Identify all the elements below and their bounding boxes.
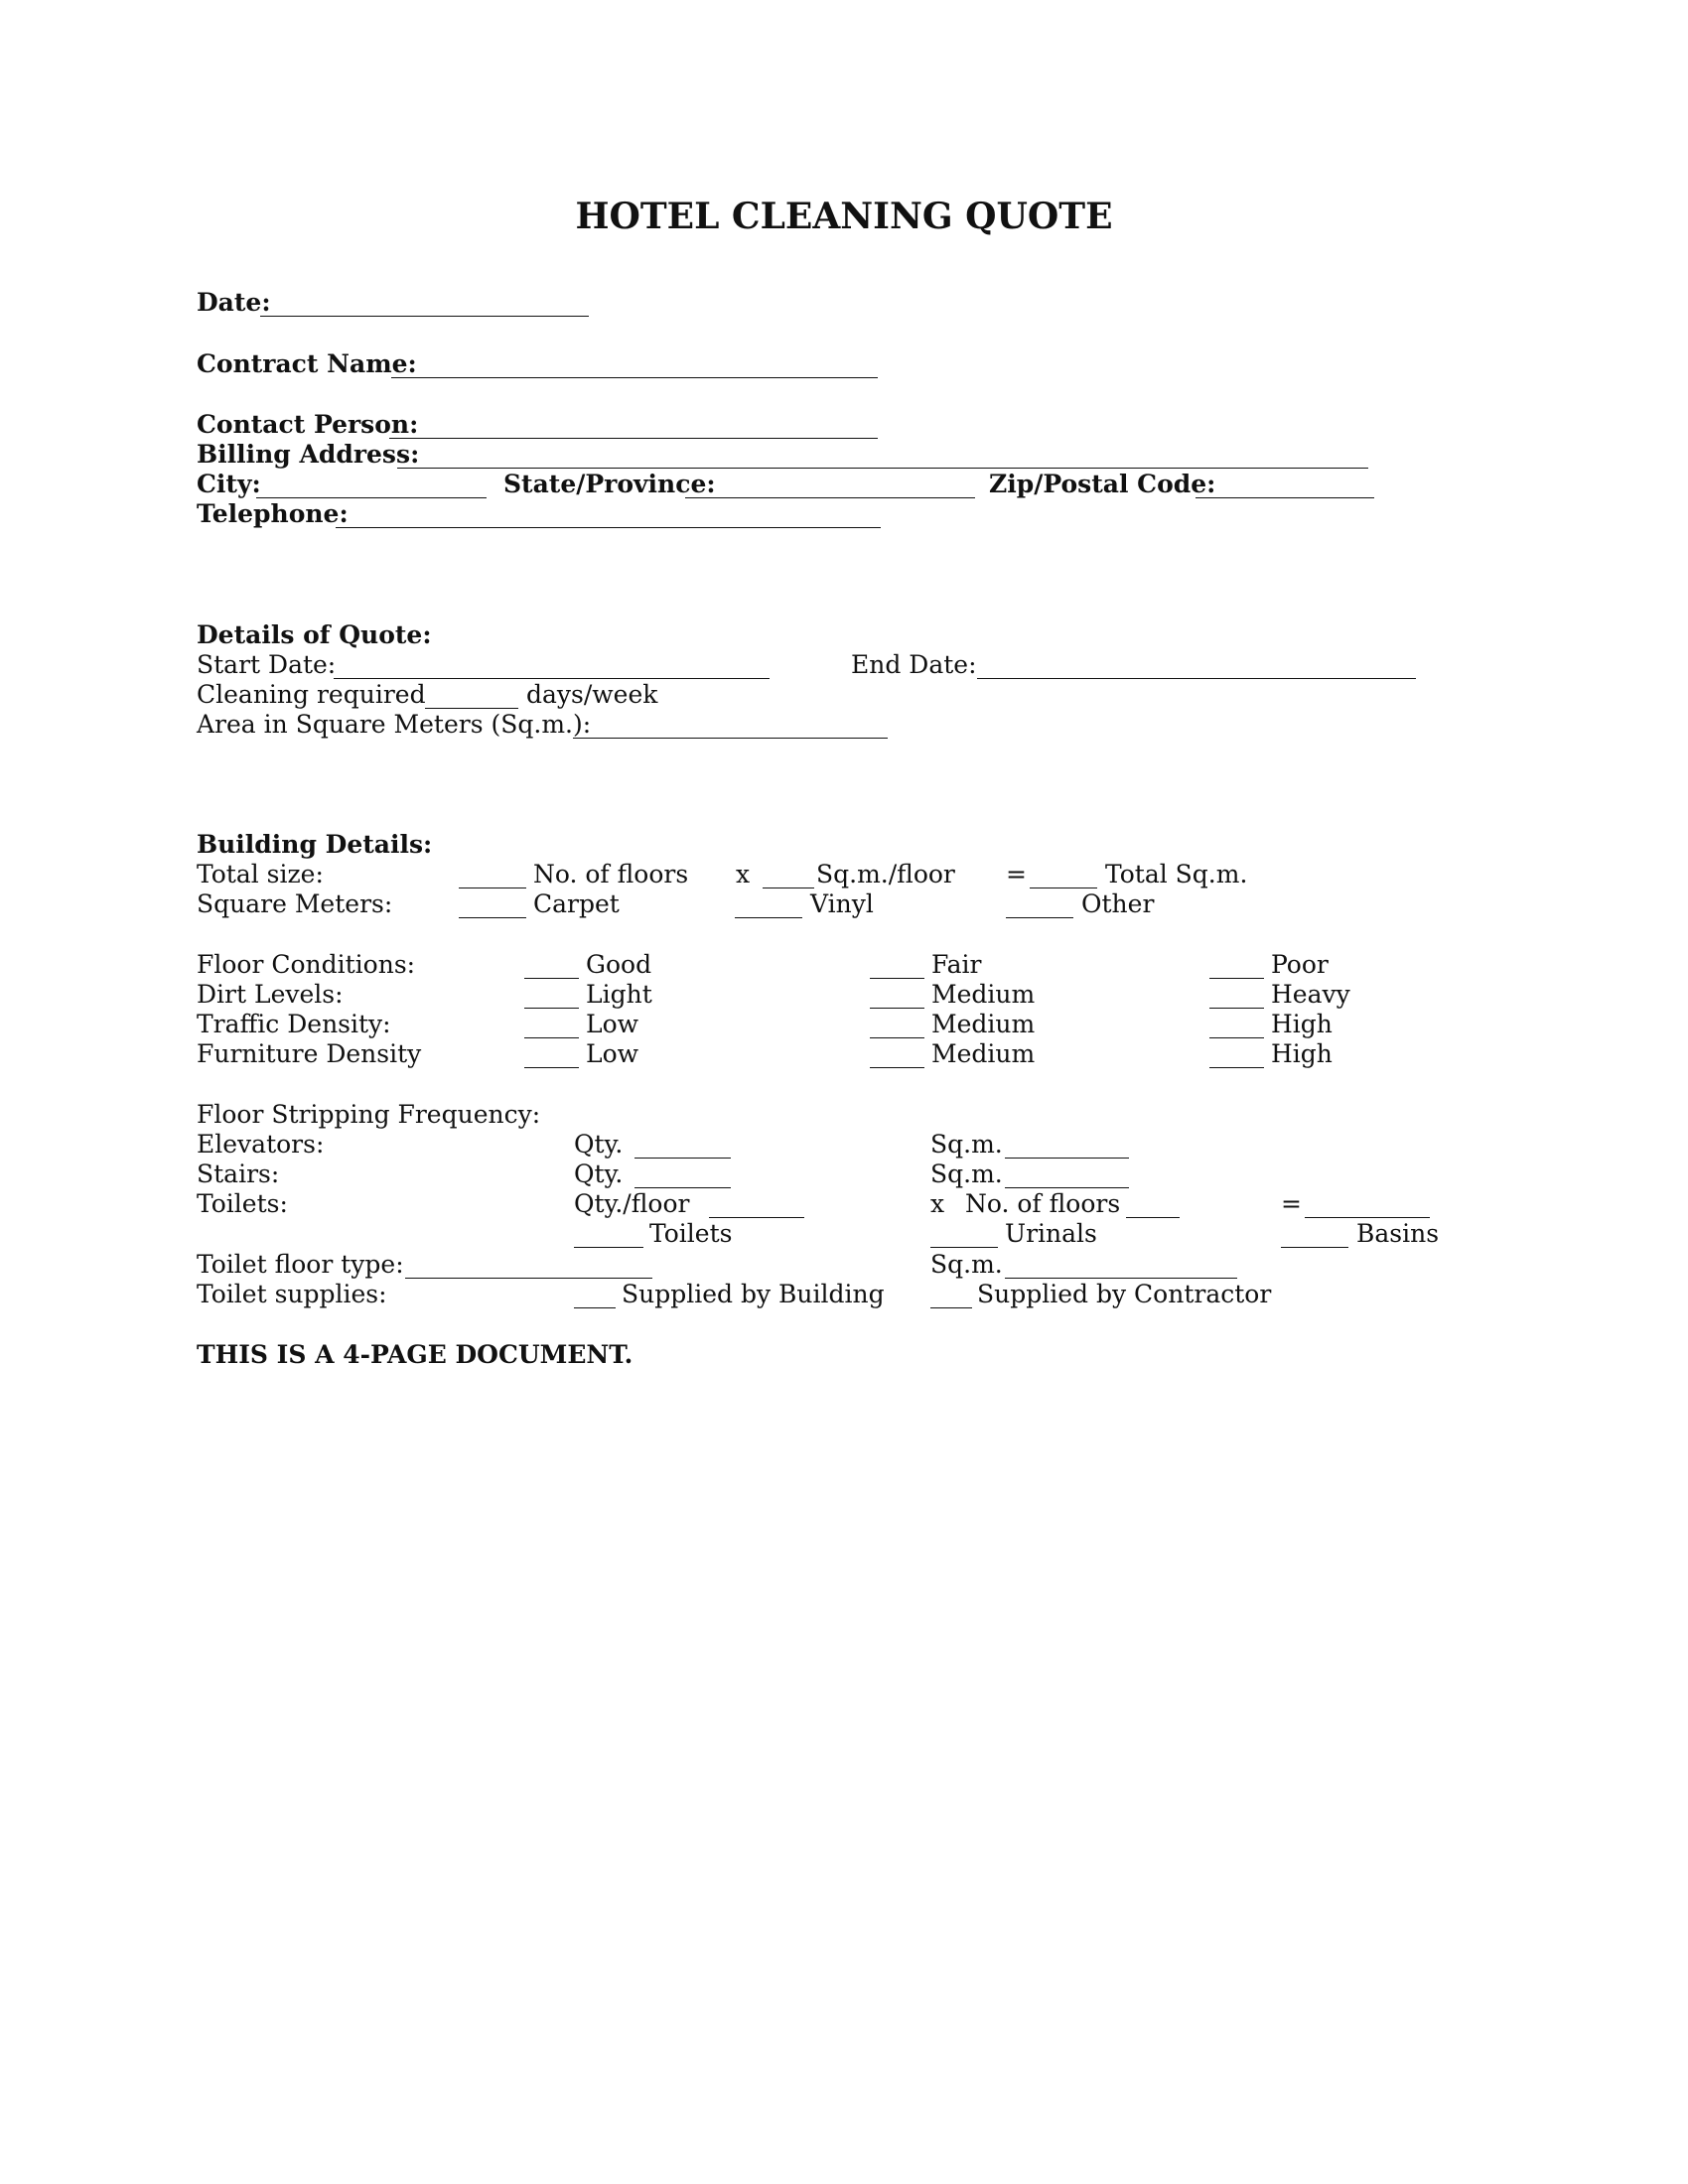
furniture-low-field[interactable]: [524, 1067, 579, 1068]
supplied-by-building-field[interactable]: [574, 1307, 616, 1308]
basins-count-field[interactable]: [1281, 1247, 1348, 1248]
toilet-sqm-field[interactable]: [1005, 1278, 1237, 1279]
toilets-qty-per-floor-field[interactable]: [709, 1217, 804, 1218]
telephone-field[interactable]: [336, 527, 881, 528]
stairs-sqm-field[interactable]: [1005, 1187, 1129, 1188]
city-label: City:: [197, 470, 261, 498]
fair-label: Fair: [931, 950, 982, 979]
elevators-qty-field[interactable]: [634, 1158, 731, 1159]
traffic-medium-field[interactable]: [870, 1037, 924, 1038]
elevators-sqm-label: Sq.m.: [930, 1130, 1003, 1159]
other-field[interactable]: [1006, 917, 1073, 918]
other-label: Other: [1081, 889, 1155, 918]
urinals-label: Urinals: [1005, 1219, 1097, 1248]
area-field[interactable]: [573, 738, 888, 739]
days-week-label: days/week: [526, 680, 658, 709]
vinyl-field[interactable]: [735, 917, 802, 918]
dirt-heavy-label: Heavy: [1271, 980, 1350, 1009]
contact-person-label: Contact Person:: [197, 410, 419, 439]
zip-field[interactable]: [1196, 497, 1374, 498]
end-date-field[interactable]: [977, 678, 1416, 679]
supplied-by-building-label: Supplied by Building: [622, 1280, 885, 1308]
state-label: State/Province:: [503, 470, 716, 498]
city-field[interactable]: [256, 497, 487, 498]
furniture-medium-field[interactable]: [870, 1067, 924, 1068]
traffic-low-label: Low: [586, 1010, 639, 1038]
contract-name-field[interactable]: [391, 377, 878, 378]
days-per-week-field[interactable]: [425, 708, 518, 709]
qty-per-floor-label: Qty./floor: [574, 1189, 690, 1218]
zip-label: Zip/Postal Code:: [989, 470, 1216, 498]
fair-field[interactable]: [870, 978, 924, 979]
floor-conditions-label: Floor Conditions:: [197, 950, 416, 979]
contact-person-field[interactable]: [389, 438, 878, 439]
supplied-by-contractor-field[interactable]: [930, 1307, 972, 1308]
dirt-heavy-field[interactable]: [1209, 1008, 1264, 1009]
sqm-floor-label: Sq.m./floor: [816, 860, 955, 888]
toilets-total-field[interactable]: [1305, 1217, 1430, 1218]
good-field[interactable]: [524, 978, 579, 979]
no-of-floors-label: No. of floors: [533, 860, 689, 888]
furniture-low-label: Low: [586, 1039, 639, 1068]
area-label: Area in Square Meters (Sq.m.):: [197, 710, 592, 739]
furniture-density-label: Furniture Density: [197, 1039, 422, 1068]
carpet-label: Carpet: [533, 889, 620, 918]
toilets-label: Toilets:: [197, 1189, 288, 1218]
toilet-supplies-label: Toilet supplies:: [197, 1280, 387, 1308]
toilet-floor-type-label: Toilet floor type:: [197, 1250, 404, 1279]
elevators-label: Elevators:: [197, 1130, 325, 1159]
toilets-count-field[interactable]: [574, 1247, 643, 1248]
dirt-medium-label: Medium: [931, 980, 1036, 1009]
toilet-floor-type-field[interactable]: [405, 1278, 652, 1279]
stairs-qty-label: Qty.: [574, 1160, 624, 1188]
equals-sign: =: [1006, 860, 1027, 888]
stairs-qty-field[interactable]: [634, 1187, 731, 1188]
building-heading: Building Details:: [197, 830, 433, 859]
stairs-label: Stairs:: [197, 1160, 280, 1188]
total-sqm-field[interactable]: [1030, 887, 1097, 888]
contract-name-label: Contract Name:: [197, 349, 417, 378]
page-title: HOTEL CLEANING QUOTE: [575, 196, 1113, 237]
end-date-label: End Date:: [851, 650, 977, 679]
date-field[interactable]: [260, 316, 589, 317]
supplied-by-contractor-label: Supplied by Contractor: [977, 1280, 1272, 1308]
start-date-label: Start Date:: [197, 650, 337, 679]
dirt-light-field[interactable]: [524, 1008, 579, 1009]
traffic-high-label: High: [1271, 1010, 1333, 1038]
dirt-light-label: Light: [586, 980, 652, 1009]
furniture-high-field[interactable]: [1209, 1067, 1264, 1068]
floor-stripping-label: Floor Stripping Frequency:: [197, 1100, 541, 1129]
vinyl-label: Vinyl: [810, 889, 874, 918]
urinals-count-field[interactable]: [930, 1247, 998, 1248]
basins-label: Basins: [1356, 1219, 1440, 1248]
toilets-equals-sign: =: [1281, 1189, 1302, 1218]
stairs-sqm-label: Sq.m.: [930, 1160, 1003, 1188]
furniture-high-label: High: [1271, 1039, 1333, 1068]
toilets-floors-field[interactable]: [1126, 1217, 1180, 1218]
traffic-medium-label: Medium: [931, 1010, 1036, 1038]
good-label: Good: [586, 950, 652, 979]
floors-count-field[interactable]: [459, 887, 526, 888]
total-sqm-label: Total Sq.m.: [1105, 860, 1248, 888]
billing-address-label: Billing Address:: [197, 440, 420, 469]
toilets-no-of-floors-label: No. of floors: [965, 1189, 1121, 1218]
billing-address-field[interactable]: [397, 468, 1368, 469]
poor-label: Poor: [1271, 950, 1329, 979]
state-field[interactable]: [685, 497, 975, 498]
multiply-sign: x: [736, 860, 751, 888]
sqm-per-floor-field[interactable]: [763, 887, 814, 888]
page-count-note: THIS IS A 4-PAGE DOCUMENT.: [197, 1340, 633, 1369]
dirt-levels-label: Dirt Levels:: [197, 980, 344, 1009]
total-size-label: Total size:: [197, 860, 324, 888]
elevators-qty-label: Qty.: [574, 1130, 624, 1159]
cleaning-required-label: Cleaning required: [197, 680, 426, 709]
details-heading: Details of Quote:: [197, 620, 432, 649]
square-meters-label: Square Meters:: [197, 889, 393, 918]
furniture-medium-label: Medium: [931, 1039, 1036, 1068]
toilet-sqm-label: Sq.m.: [930, 1250, 1003, 1279]
carpet-field[interactable]: [459, 917, 526, 918]
traffic-high-field[interactable]: [1209, 1037, 1264, 1038]
dirt-medium-field[interactable]: [870, 1008, 924, 1009]
traffic-low-field[interactable]: [524, 1037, 579, 1038]
traffic-density-label: Traffic Density:: [197, 1010, 391, 1038]
telephone-label: Telephone:: [197, 499, 349, 528]
toilets-count-label: Toilets: [649, 1219, 733, 1248]
toilets-multiply-sign: x: [930, 1189, 945, 1218]
elevators-sqm-field[interactable]: [1005, 1158, 1129, 1159]
date-label: Date:: [197, 288, 271, 317]
start-date-field[interactable]: [334, 678, 770, 679]
poor-field[interactable]: [1209, 978, 1264, 979]
